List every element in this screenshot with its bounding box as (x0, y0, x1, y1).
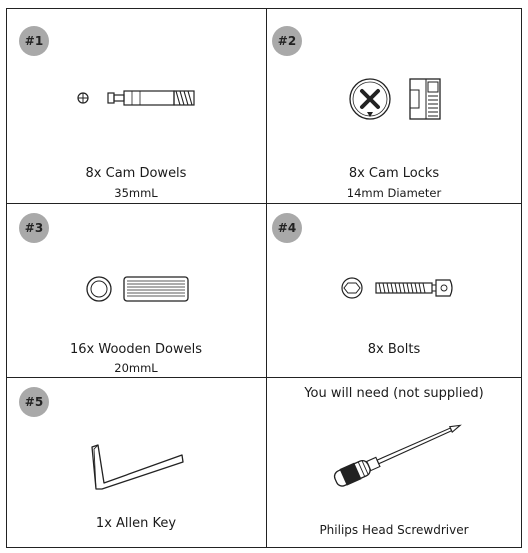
part-number-badge: #1 (19, 26, 49, 56)
part-cell-allen-key (6, 377, 266, 548)
part-number-badge: #2 (272, 26, 302, 56)
part-label: 8x Cam Dowels (85, 166, 187, 181)
part-label: 1x Allen Key (95, 516, 177, 531)
tool-label: Philips Head Screwdriver (319, 523, 469, 537)
part-cell-cam-dowels (6, 8, 266, 203)
part-cell-cam-locks (266, 8, 522, 203)
bolt-icon (340, 277, 460, 299)
tool-cell-screwdriver (266, 377, 522, 548)
tool-heading: You will need (not supplied) (304, 386, 484, 401)
part-label: 8x Cam Locks (348, 166, 440, 181)
allen-key-icon (86, 443, 186, 493)
part-number-badge: #4 (272, 213, 302, 243)
screwdriver-icon (328, 423, 468, 483)
part-cell-bolts (266, 203, 522, 377)
wooden-dowel-icon (86, 275, 196, 303)
part-size: 14mm Diameter (346, 186, 442, 200)
part-cell-wooden-dowels (6, 203, 266, 377)
part-number-badge: #3 (19, 213, 49, 243)
cam-lock-icon (348, 76, 448, 122)
part-label: 16x Wooden Dowels (70, 342, 202, 357)
part-size: 20mmL (114, 361, 158, 375)
cam-dowel-icon (76, 86, 196, 110)
part-label: 8x Bolts (367, 342, 421, 357)
part-size: 35mmL (114, 186, 158, 200)
part-number-badge: #5 (19, 387, 49, 417)
